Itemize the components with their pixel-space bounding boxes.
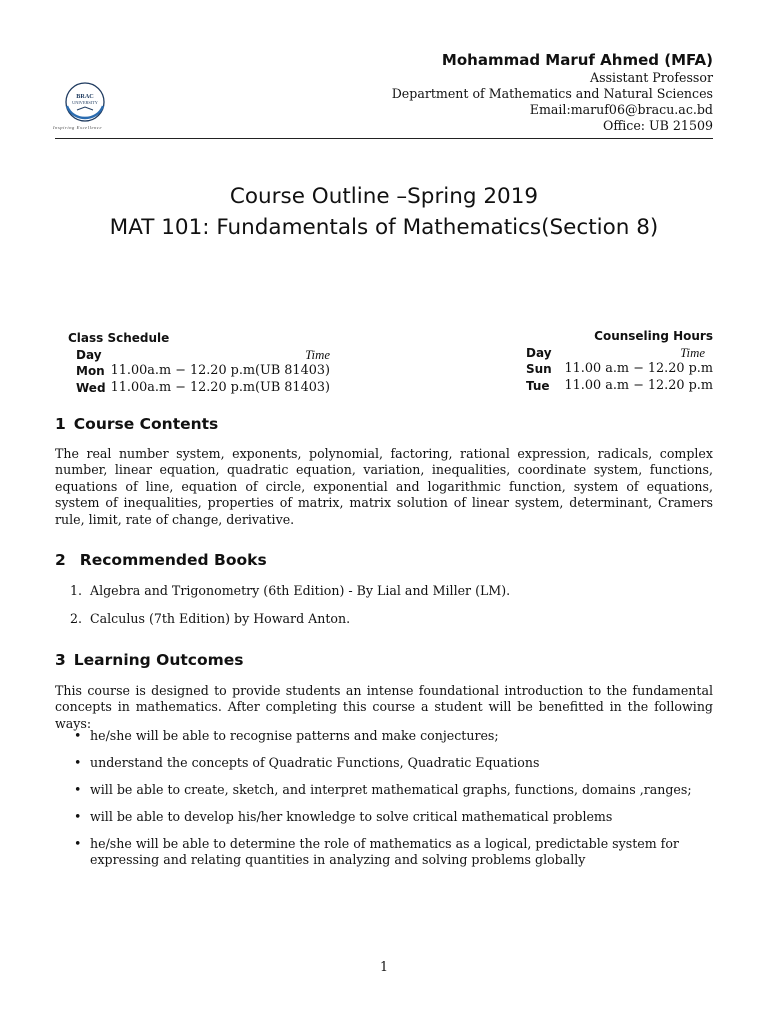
counseling-day: Tue	[526, 378, 550, 393]
logo-tagline: Inspiring Excellence	[53, 125, 103, 130]
list-item-text: he/she will be able to determine the role of mathematics as a logical, predictable system for expressing and relating quantities in analyzing and solving problems globally	[90, 836, 679, 868]
list-item	[74, 728, 714, 744]
section-number: 3	[55, 651, 66, 669]
day-column-header: Day	[526, 345, 552, 360]
schedule-time: 11.00a.m − 12.20 p.m(UB 81403)	[110, 379, 330, 395]
section-number: 2	[55, 551, 66, 569]
class-schedule-row	[68, 380, 330, 397]
list-item-text: Calculus (7th Edition) by Howard Anton.	[90, 611, 351, 626]
author-email: Email:maruf06@bracu.ac.bd	[529, 102, 713, 117]
logo-text-university: UNIVERSITY	[72, 100, 98, 105]
list-item	[74, 836, 714, 869]
counseling-row	[526, 378, 713, 395]
bullet-icon: •	[74, 836, 82, 851]
author-office: Office: UB 21509	[603, 118, 713, 133]
schedule-day: Mon	[76, 364, 105, 378]
counseling-hours-table	[526, 328, 713, 394]
document-titles	[0, 181, 768, 243]
section-title: Learning Outcomes	[73, 651, 244, 669]
list-item	[74, 809, 714, 825]
page-number: 1	[379, 959, 388, 974]
author-department: Department of Mathematics and Natural Sciences	[391, 86, 713, 101]
counseling-day: Sun	[526, 362, 552, 376]
schedule-time: 11.00a.m − 12.20 p.m(UB 81403)	[110, 363, 330, 378]
time-column-header: Time	[680, 345, 705, 360]
list-item-text: will be able to create, sketch, and interpret mathematical graphs, functions, domains ,ranges;	[90, 782, 692, 797]
learning-outcomes-intro: This course is designed to provide students an intense foundational introduction to the fundamental concepts in mathematics. After completing this course a student will be benefitted in the following ways:	[55, 683, 713, 731]
section-title: Course Contents	[73, 415, 219, 433]
list-item-number: 1.	[70, 583, 83, 598]
list-item-text: he/she will be able to recognise patterns and make conjectures;	[90, 728, 499, 743]
class-schedule-row	[68, 363, 330, 380]
author-info	[392, 50, 713, 134]
class-schedule-table	[68, 330, 330, 396]
author-position: Assistant Professor	[590, 70, 713, 85]
list-item	[74, 755, 714, 771]
class-schedule-header-row	[68, 347, 330, 364]
course-contents-text: The real number system, exponents, polynomial, factoring, rational expression, radicals, complex number, linear equation, quadratic equation, variation, inequalities, coordinate system, functions, equations of line, equation of circle, exponential and logarithmic function, system of equations, system of inequalities, properties of matrix, matrix solution of linear system, determinant, Cramers rule, limit, rate of change, derivative.	[55, 446, 713, 527]
list-item-text: will be able to develop his/her knowledge to solve critical mathematical problems	[90, 809, 613, 824]
section-heading-learning-outcomes	[55, 650, 244, 670]
logo-text-brac: BRAC	[76, 93, 94, 100]
time-column-header: Time	[305, 347, 330, 362]
section-title: Recommended Books	[79, 551, 267, 569]
author-name: Mohammad Maruf Ahmed (MFA)	[441, 51, 713, 69]
list-item	[70, 583, 510, 598]
bullet-icon: •	[74, 728, 82, 743]
course-name-title: MAT 101: Fundamentals of Mathematics(Section 8)	[109, 215, 659, 240]
list-item-text: understand the concepts of Quadratic Functions, Quadratic Equations	[90, 755, 540, 770]
list-item	[74, 782, 714, 798]
bullet-icon: •	[74, 809, 82, 824]
class-schedule-title: Class Schedule	[68, 331, 170, 345]
schedule-day: Wed	[76, 380, 106, 395]
list-item	[70, 611, 350, 626]
bullet-icon: •	[74, 782, 82, 797]
counseling-hours-title: Counseling Hours	[594, 329, 713, 343]
section-heading-course-contents	[55, 414, 218, 434]
bullet-icon: •	[74, 755, 82, 770]
counseling-header-row	[526, 345, 713, 362]
counseling-row	[526, 361, 713, 378]
page-header	[55, 46, 713, 139]
course-outline-title: Course Outline –Spring 2019	[229, 184, 539, 209]
counseling-time: 11.00 a.m − 12.20 p.m	[564, 377, 713, 393]
counseling-time: 11.00 a.m − 12.20 p.m	[564, 361, 713, 376]
list-item-number: 2.	[70, 611, 83, 626]
list-item-text: Algebra and Trigonometry (6th Edition) - By Lial and Miller (LM).	[90, 583, 511, 598]
day-column-header: Day	[76, 347, 102, 362]
section-heading-recommended-books	[55, 550, 267, 570]
section-number: 1	[55, 415, 66, 433]
